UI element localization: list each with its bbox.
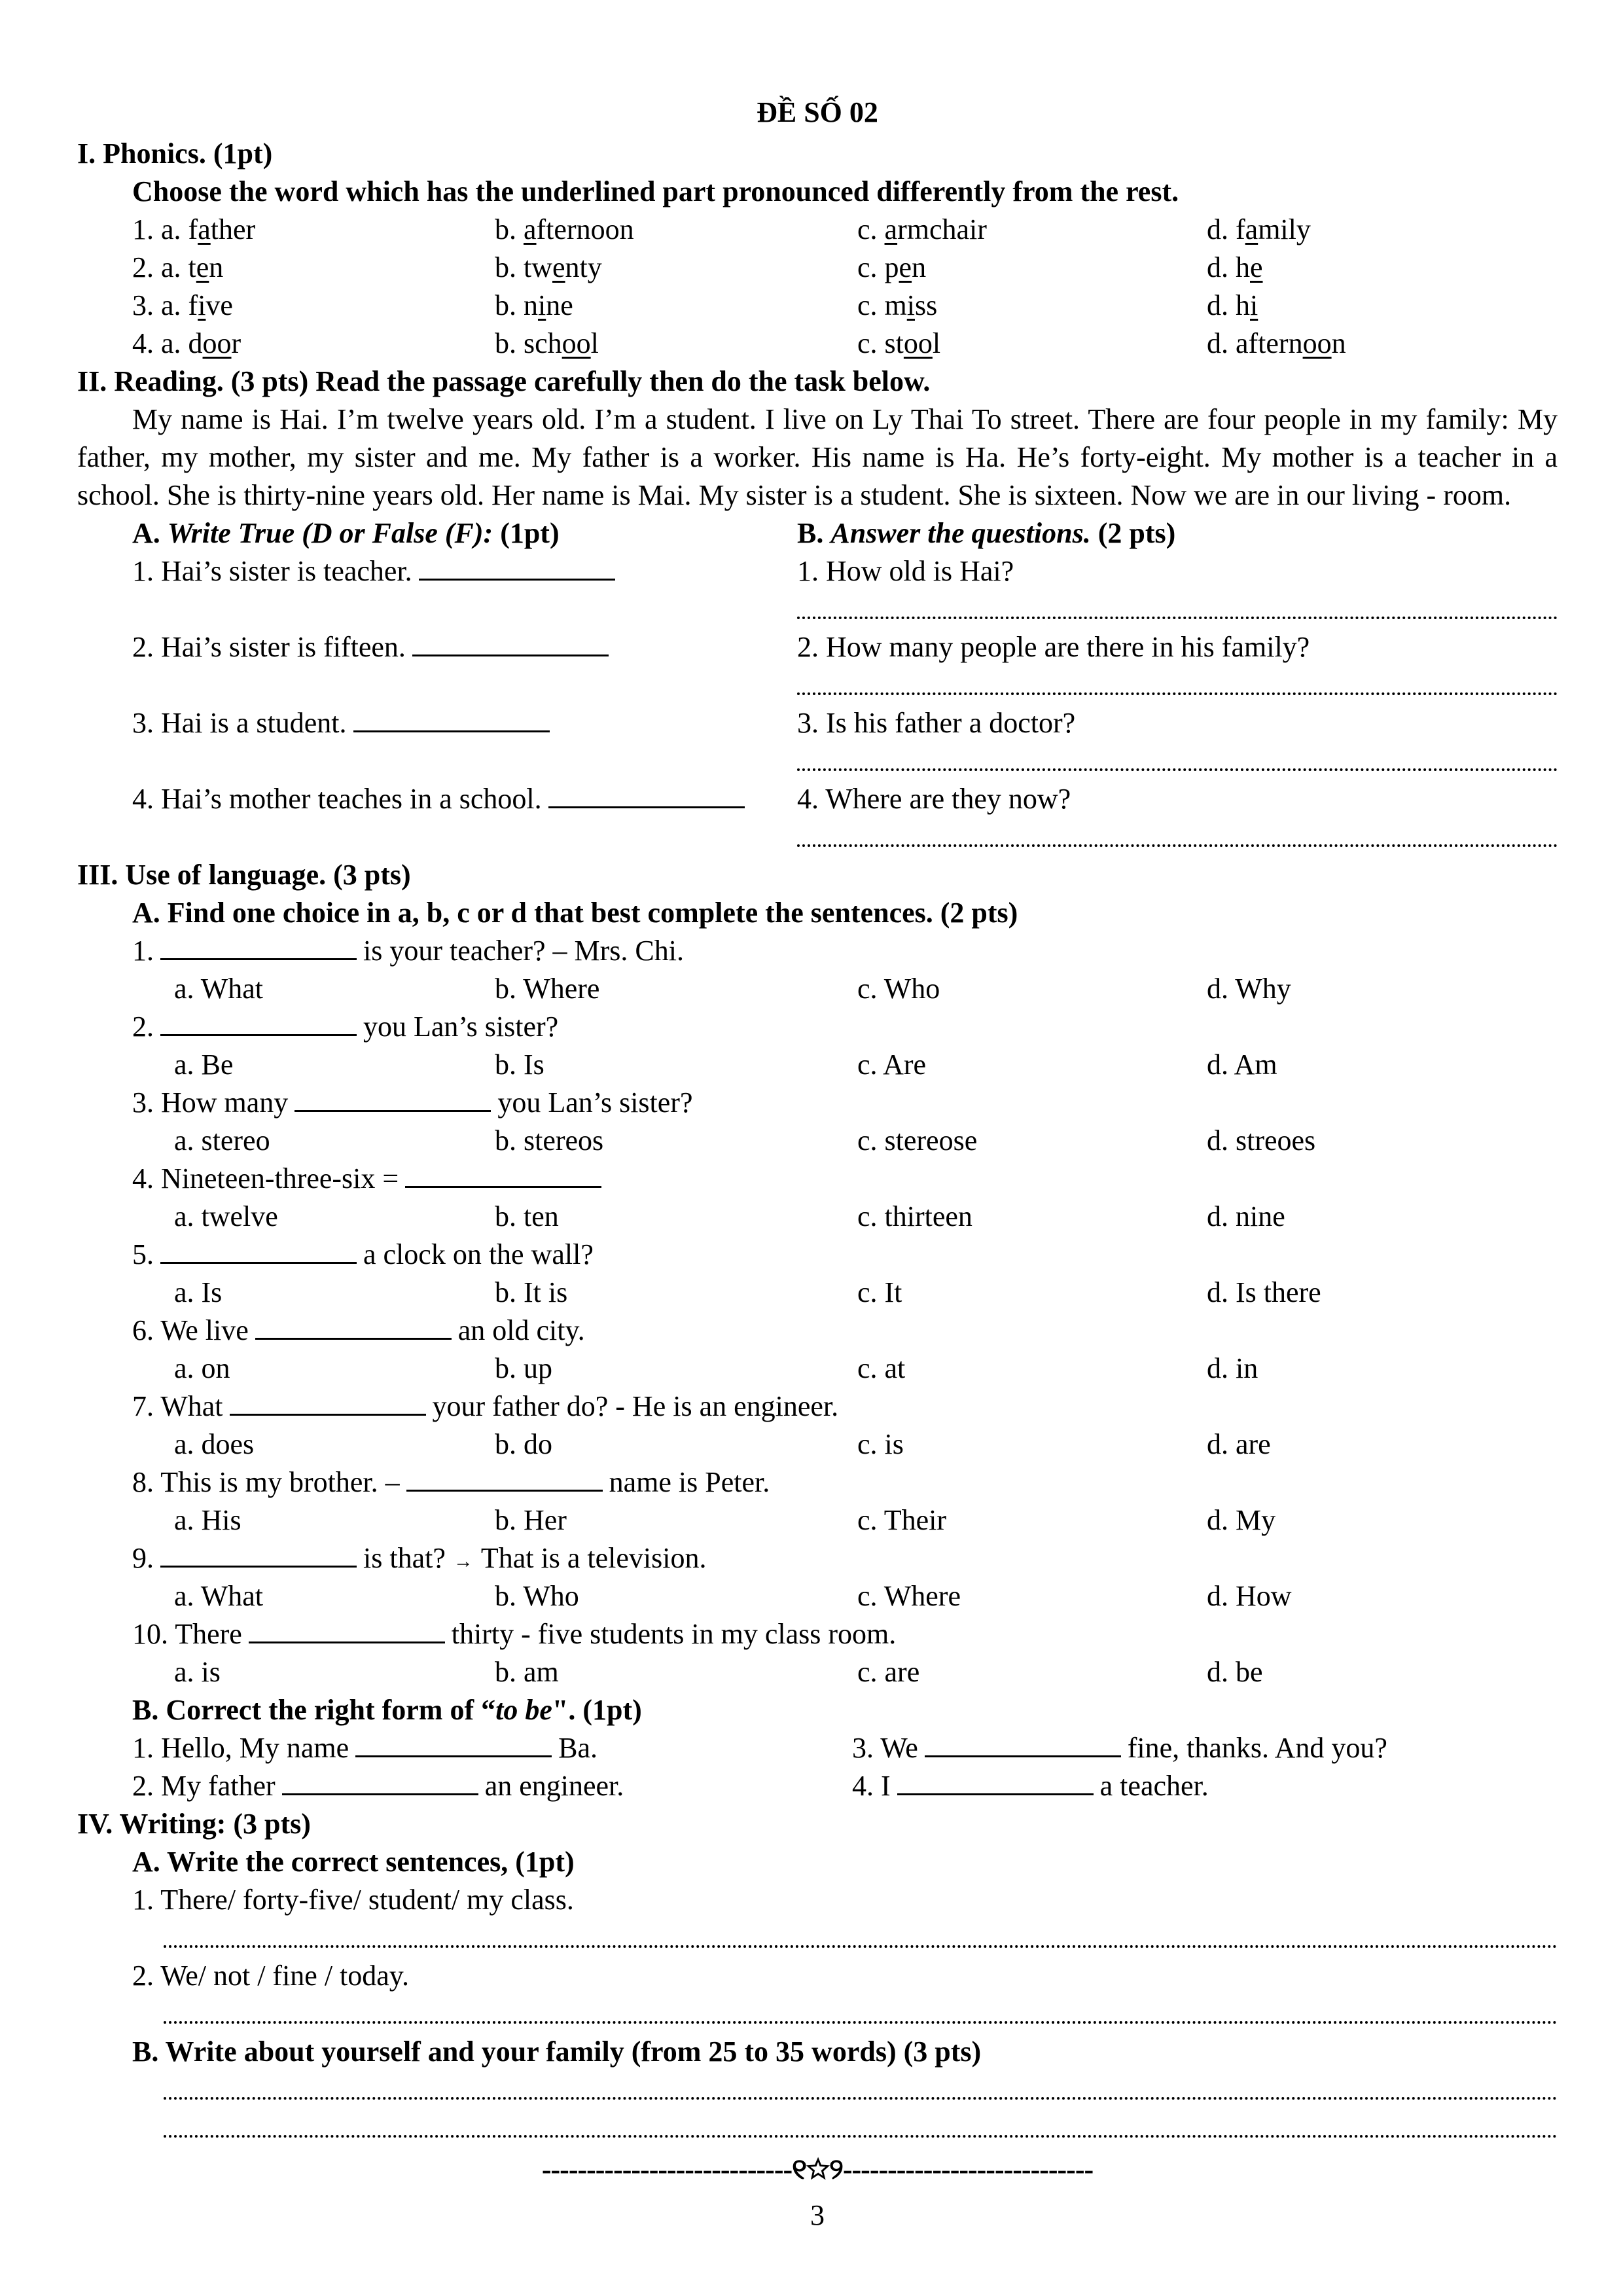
underlined-part: e (552, 251, 565, 283)
statement-text: 3. Hai is a student. (132, 707, 347, 739)
multiple-choice-list (77, 932, 1558, 1691)
mc-option[interactable]: c. Their (857, 1504, 947, 1536)
mc-question: 10. There thirty - five students in my class room. (77, 1615, 1558, 1653)
phonics-row (77, 249, 1558, 287)
phonics-row (77, 325, 1558, 363)
mc-option[interactable]: d. Is there (1207, 1276, 1321, 1308)
mc-option[interactable]: b. Who (495, 1580, 579, 1612)
underlined-part: i (538, 289, 546, 321)
answer-line[interactable] (164, 2071, 1558, 2109)
mc-option[interactable]: c. stereose (857, 1124, 978, 1157)
underlined-part: a (198, 213, 211, 245)
writing-part-a-heading: A. Write the correct sentences, (1pt) (132, 1846, 575, 1878)
sentence-building-list (77, 1881, 1558, 2033)
answer-line[interactable] (797, 590, 1558, 628)
answer-blank[interactable] (412, 628, 609, 656)
mc-option[interactable]: b. up (495, 1352, 552, 1384)
phonics-option[interactable]: b. nine (495, 289, 573, 321)
question-text: 4. Where are they now? (797, 783, 1071, 815)
mc-option[interactable]: c. thirteen (857, 1200, 972, 1232)
answer-line[interactable] (164, 1919, 1558, 1957)
phonics-list (77, 211, 1558, 363)
phonics-heading: I. Phonics. (1pt) (77, 137, 273, 170)
answer-line[interactable] (797, 666, 1558, 704)
to-be-item: 1. Hello, My name Ba. (132, 1729, 852, 1767)
phonics-option[interactable]: 3. a. five (132, 289, 233, 321)
phonics-option[interactable]: d. he (1207, 251, 1263, 283)
phonics-option[interactable]: 1. a. father (132, 213, 256, 245)
mc-option[interactable]: d. streoes (1207, 1124, 1316, 1157)
mc-question: 3. How many you Lan’s sister? (77, 1084, 1558, 1122)
answer-blank[interactable] (160, 932, 357, 960)
mc-option[interactable]: c. at (857, 1352, 906, 1384)
mc-question: 8. This is my brother. – name is Peter. (77, 1463, 1558, 1501)
answer-blank[interactable] (249, 1615, 445, 1643)
underlined-part: a (524, 213, 537, 245)
mc-question: 1. is your teacher? – Mrs. Chi. (77, 932, 1558, 970)
language-heading: III. Use of language. (3 pts) (77, 859, 411, 891)
answer-blank[interactable] (160, 1236, 357, 1264)
phonics-option[interactable]: c. miss (857, 289, 938, 321)
spacer (132, 666, 797, 704)
mc-option[interactable]: d. are (1207, 1428, 1271, 1460)
mc-options (77, 1501, 1558, 1539)
true-false-list (132, 552, 797, 818)
writing-heading: IV. Writing: (3 pts) (77, 1808, 311, 1840)
mc-option[interactable]: a. is (174, 1656, 221, 1688)
mc-option[interactable]: d. My (1207, 1504, 1276, 1536)
mc-options (77, 1122, 1558, 1160)
language-part-a-heading: A. Find one choice in a, b, c or d that best complete the sentences. (2 pts) (132, 897, 1018, 929)
phonics-option[interactable]: b. twenty (495, 251, 602, 283)
mc-options (77, 1274, 1558, 1312)
mc-option[interactable]: b. am (495, 1656, 559, 1688)
phonics-option[interactable]: c. pen (857, 251, 927, 283)
part-b-heading: B. Answer the questions. (2 pts) (797, 517, 1176, 549)
mc-question: 6. We live an old city. (77, 1312, 1558, 1350)
mc-option[interactable]: d. Am (1207, 1049, 1277, 1081)
reading-part-b (797, 514, 1558, 856)
answer-blank[interactable] (419, 552, 615, 581)
exam-title: ĐỀ SỐ 02 (757, 96, 878, 128)
mc-option[interactable]: a. stereo (174, 1124, 270, 1157)
statement-text: 4. Hai’s mother teaches in a school. (132, 783, 542, 815)
phonics-option[interactable]: c. stool (857, 327, 941, 359)
true-false-item (132, 704, 797, 742)
mc-option[interactable]: d. be (1207, 1656, 1263, 1688)
phonics-option[interactable]: b. school (495, 327, 599, 359)
arrow-icon: → (453, 1551, 473, 1572)
answer-line[interactable] (164, 1995, 1558, 2033)
mc-option[interactable]: c. is (857, 1428, 904, 1460)
question-text: 1. How old is Hai? (797, 555, 1014, 587)
statement-text: 2. Hai’s sister is fifteen. (132, 631, 406, 663)
phonics-option[interactable]: d. family (1207, 213, 1311, 245)
to-be-item: 3. We fine, thanks. And you? (852, 1729, 1387, 1767)
underlined-part: i (1250, 289, 1258, 321)
page-number: 3 (810, 2199, 825, 2231)
mc-option[interactable]: a. on (174, 1352, 230, 1384)
mc-options (77, 1426, 1558, 1463)
mc-question: 4. Nineteen-three-six = (77, 1160, 1558, 1198)
underlined-part: e (1250, 251, 1263, 283)
phonics-option[interactable]: 2. a. ten (132, 251, 224, 283)
answer-line[interactable] (797, 818, 1558, 856)
mc-option[interactable]: a. What (174, 973, 264, 1005)
answer-blank[interactable] (282, 1767, 478, 1795)
reading-part-a (77, 514, 797, 856)
to-be-row (77, 1767, 1558, 1805)
mc-option[interactable]: d. in (1207, 1352, 1258, 1384)
to-be-row (77, 1729, 1558, 1767)
answer-line[interactable] (797, 742, 1558, 780)
mc-option[interactable]: d. nine (1207, 1200, 1285, 1232)
mc-option[interactable]: b. do (495, 1428, 552, 1460)
to-be-list (77, 1729, 1558, 1805)
writing-part-b-heading: B. Write about yourself and your family (from 25 to 35 words) (3 pts) (132, 2036, 982, 2068)
mc-options (77, 1577, 1558, 1615)
exam-page (77, 92, 1558, 2238)
mc-option[interactable]: a. twelve (174, 1200, 278, 1232)
mc-option[interactable]: b. Where (495, 973, 600, 1005)
spacer (132, 590, 797, 628)
mc-option[interactable]: d. Why (1207, 973, 1291, 1005)
mc-option[interactable]: a. What (174, 1580, 264, 1612)
true-false-item (132, 552, 797, 590)
footer-separator: ----------------------------୧☆୨---------------------------- (541, 2153, 1094, 2185)
underlined-part: a (1245, 213, 1258, 245)
answer-blank[interactable] (160, 1008, 357, 1036)
mc-option[interactable]: b. stereos (495, 1124, 604, 1157)
underlined-part: oo (903, 327, 933, 359)
mc-options (77, 1198, 1558, 1236)
answer-blank[interactable] (406, 1463, 603, 1492)
mc-option[interactable]: b. ten (495, 1200, 559, 1232)
mc-option[interactable]: c. It (857, 1276, 902, 1308)
underlined-part: a (884, 213, 898, 245)
mc-option[interactable]: a. His (174, 1504, 241, 1536)
to-be-item: 4. I a teacher. (852, 1767, 1209, 1805)
mc-option[interactable]: b. It is (495, 1276, 568, 1308)
mc-question: 2. you Lan’s sister? (77, 1008, 1558, 1046)
phonics-instruction: Choose the word which has the underlined part pronounced differently from the rest. (132, 175, 1179, 207)
mc-option[interactable]: b. Her (495, 1504, 567, 1536)
reading-passage: My name is Hai. I’m twelve years old. I’m a student. I live on Ly Thai To street. There are four people in my family: My father, my mother, my sister and me. My father is a worker. His name is Ha. He’s forty-eight. My mother is a teacher in a school. She is thirty-nine years old. Her name is Mai. My sister is a student. She is sixteen. Now we are in our living - room. (77, 403, 1558, 511)
underlined-part: oo (1302, 327, 1332, 359)
true-false-item (132, 780, 797, 818)
mc-options (77, 1046, 1558, 1084)
mc-question: 9. is that? → That is a television. (77, 1539, 1558, 1577)
mc-option[interactable]: b. Is (495, 1049, 544, 1081)
writing-prompt: 1. There/ forty-five/ student/ my class. (132, 1884, 574, 1916)
answer-blank[interactable] (897, 1767, 1094, 1795)
question-text: 3. Is his father a doctor? (797, 707, 1076, 739)
statement-text: 1. Hai’s sister is teacher. (132, 555, 412, 587)
underlined-part: oo (562, 327, 591, 359)
part-a-heading: A. Write True (D or False (F): (1pt) (132, 517, 560, 549)
answer-blank[interactable] (294, 1084, 491, 1112)
phonics-row (77, 287, 1558, 325)
mc-option[interactable]: a. Is (174, 1276, 223, 1308)
answer-blank[interactable] (355, 1729, 552, 1757)
mc-options (77, 970, 1558, 1008)
answer-blank[interactable] (353, 704, 550, 732)
answer-line[interactable] (164, 2109, 1558, 2147)
mc-option[interactable]: c. are (857, 1656, 920, 1688)
mc-option[interactable]: c. Are (857, 1049, 927, 1081)
underlined-part: i (906, 289, 915, 321)
phonics-option[interactable]: d. hi (1207, 289, 1258, 321)
mc-option[interactable]: c. Who (857, 973, 940, 1005)
to-be-item: 2. My father an engineer. (132, 1767, 852, 1805)
answer-blank[interactable] (160, 1539, 357, 1568)
question-text: 2. How many people are there in his family? (797, 631, 1310, 663)
answer-blank[interactable] (230, 1388, 426, 1416)
mc-question: 5. a clock on the wall? (77, 1236, 1558, 1274)
underlined-part: e (899, 251, 912, 283)
reading-tasks (77, 514, 1558, 856)
phonics-option[interactable]: 4. a. door (132, 327, 241, 359)
mc-option[interactable]: d. How (1207, 1580, 1292, 1612)
answer-blank[interactable] (405, 1160, 601, 1188)
underlined-part: oo (202, 327, 232, 359)
mc-options (77, 1653, 1558, 1691)
reading-heading: II. Reading. (3 pts) Read the passage carefully then do the task below. (77, 365, 931, 397)
phonics-row (77, 211, 1558, 249)
answer-blank[interactable] (925, 1729, 1121, 1757)
answer-blank[interactable] (548, 780, 745, 808)
phonics-option[interactable]: d. afternoon (1207, 327, 1346, 359)
mc-question: 7. What your father do? - He is an engineer. (77, 1388, 1558, 1426)
underlined-part: i (198, 289, 206, 321)
underlined-part: e (196, 251, 209, 283)
phonics-option[interactable]: c. armchair (857, 213, 987, 245)
phonics-option[interactable]: b. afternoon (495, 213, 634, 245)
true-false-item (132, 628, 797, 666)
spacer (132, 742, 797, 780)
mc-option[interactable]: a. Be (174, 1049, 234, 1081)
mc-option[interactable]: c. Where (857, 1580, 961, 1612)
answer-blank[interactable] (255, 1312, 452, 1340)
questions-list (797, 552, 1558, 856)
language-part-b-heading: B. Correct the right form of “to be". (1pt) (132, 1694, 642, 1726)
mc-options (77, 1350, 1558, 1388)
writing-prompt: 2. We/ not / fine / today. (132, 1960, 409, 1992)
mc-option[interactable]: a. does (174, 1428, 255, 1460)
